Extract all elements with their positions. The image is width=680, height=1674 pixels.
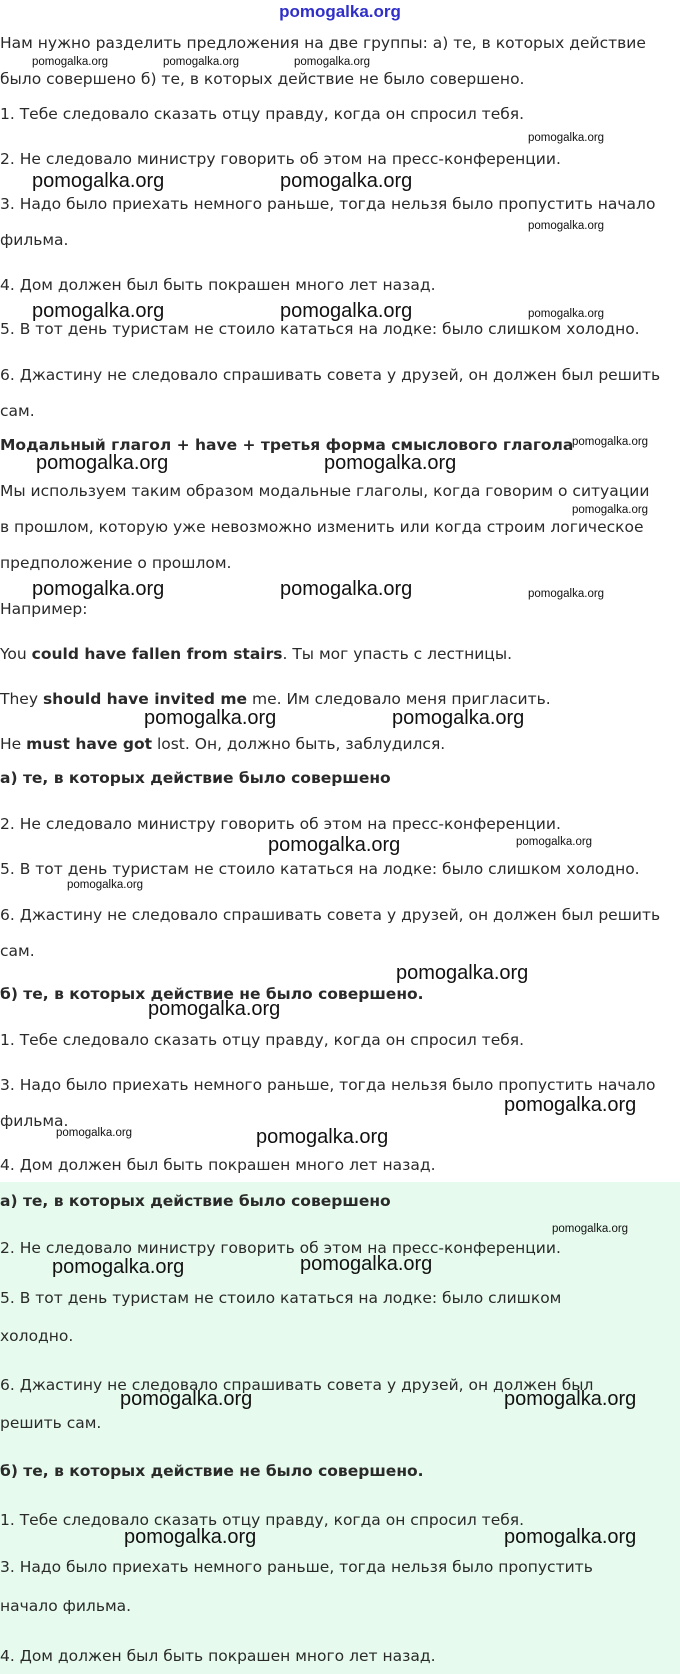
watermark: pomogalka.org [516, 836, 593, 848]
watermark: pomogalka.org [32, 578, 165, 600]
answer-sentence-2: 2. Не следовало министру говорить об этом на пресс-конференции. [0, 1239, 561, 1257]
watermark: pomogalka.org [52, 1256, 185, 1278]
answer-sentence-6-line-2: решить сам. [0, 1414, 102, 1432]
watermark: pomogalka.org [572, 436, 649, 448]
watermark: pomogalka.org [32, 300, 165, 322]
group-b-sentence-1: 1. Тебе следовало сказать отцу правду, когда он спросил тебя. [0, 1031, 525, 1049]
answer-sentence-3-line-2: начало фильма. [0, 1597, 132, 1615]
answer-sentence-4: 4. Дом должен был быть покрашен много лет назад. [0, 1647, 436, 1665]
example-label: Например: [0, 600, 88, 618]
watermark: pomogalka.org [268, 834, 401, 856]
group-a-sentence-6-line-2: сам. [0, 942, 35, 960]
answer-sentence-3-line-1: 3. Надо было приехать немного раньше, тогда нельзя было пропустить [0, 1558, 593, 1576]
sentence-4: 4. Дом должен был быть покрашен много лет назад. [0, 276, 436, 294]
watermark: pomogalka.org [256, 1126, 389, 1148]
example-2: They should have invited me me. Им следовало меня пригласить. [0, 690, 551, 708]
group-b-sentence-3-line-1: 3. Надо было приехать немного раньше, тогда нельзя было пропустить начало [0, 1076, 656, 1094]
intro-line-1: Нам нужно разделить предложения на две группы: а) те, в которых действие [0, 34, 646, 52]
watermark: pomogalka.org [572, 504, 649, 516]
watermark: pomogalka.org [300, 1253, 433, 1275]
sentence-6-line-1: 6. Джастину не следовало спрашивать совета у друзей, он должен был решить [0, 366, 661, 384]
example-3: He must have got lost. Он, должно быть, заблудился. [0, 735, 446, 753]
watermark: pomogalka.org [32, 56, 109, 68]
group-b-title: б) те, в которых действие не было совершено. [0, 985, 424, 1003]
group-a-sentence-2: 2. Не следовало министру говорить об этом на пресс-конференции. [0, 815, 561, 833]
watermark: pomogalka.org [280, 300, 413, 322]
answer-sentence-1: 1. Тебе следовало сказать отцу правду, когда он спросил тебя. [0, 1511, 525, 1529]
watermark: pomogalka.org [294, 56, 371, 68]
answer-b-title: б) те, в которых действие не было совершено. [0, 1462, 424, 1480]
watermark: pomogalka.org [528, 588, 605, 600]
watermark: pomogalka.org [36, 452, 169, 474]
watermark: pomogalka.org [67, 879, 144, 891]
watermark: pomogalka.org [504, 1094, 637, 1116]
watermark: pomogalka.org [392, 707, 525, 729]
answer-a-title: а) те, в которых действие было совершено [0, 1192, 391, 1210]
watermark: pomogalka.org [32, 170, 165, 192]
watermark: pomogalka.org [280, 578, 413, 600]
theory-heading: Модальный глагол + have + третья форма смыслового глагола [0, 436, 574, 454]
sentence-2: 2. Не следовало министру говорить об этом на пресс-конференции. [0, 150, 561, 168]
theory-paragraph-line-3: предположение о прошлом. [0, 554, 232, 572]
sentence-6-line-2: сам. [0, 402, 35, 420]
watermark: pomogalka.org [528, 132, 605, 144]
group-b-sentence-3-line-2: фильма. [0, 1112, 69, 1130]
watermark: pomogalka.org [148, 998, 281, 1020]
intro-line-2: было совершено б) те, в которых действие не было совершено. [0, 70, 525, 88]
theory-paragraph-line-1: Мы используем таким образом модальные глаголы, когда говорим о ситуации [0, 482, 650, 500]
group-a-sentence-6-line-1: 6. Джастину не следовало спрашивать совета у друзей, он должен был решить [0, 906, 661, 924]
theory-paragraph-line-2: в прошлом, которую уже невозможно изменить или когда строим логическое [0, 518, 644, 536]
watermark: pomogalka.org [552, 1223, 629, 1235]
watermark: pomogalka.org [280, 170, 413, 192]
watermark: pomogalka.org [528, 308, 605, 320]
answer-sentence-5-line-1: 5. В тот день туристам не стоило кататься на лодке: было слишком [0, 1289, 562, 1307]
answer-sentence-6-line-1: 6. Джастину не следовало спрашивать совета у друзей, он должен был [0, 1376, 594, 1394]
sentence-5: 5. В тот день туристам не стоило кататься на лодке: было слишком холодно. [0, 320, 640, 338]
watermark: pomogalka.org [163, 56, 240, 68]
group-a-title: а) те, в которых действие было совершено [0, 769, 391, 787]
watermark: pomogalka.org [324, 452, 457, 474]
watermark: pomogalka.org [396, 962, 529, 984]
watermark: pomogalka.org [56, 1127, 133, 1139]
example-1: You could have fallen from stairs. Ты мог упасть с лестницы. [0, 645, 513, 663]
sentence-3-line-2: фильма. [0, 231, 69, 249]
site-header-link[interactable]: pomogalka.org [279, 2, 401, 21]
answer-sentence-5-line-2: холодно. [0, 1327, 74, 1345]
watermark: pomogalka.org [124, 1526, 257, 1548]
watermark: pomogalka.org [144, 707, 277, 729]
watermark: pomogalka.org [504, 1526, 637, 1548]
watermark: pomogalka.org [528, 220, 605, 232]
watermark: pomogalka.org [120, 1388, 253, 1410]
watermark: pomogalka.org [504, 1388, 637, 1410]
sentence-1: 1. Тебе следовало сказать отцу правду, когда он спросил тебя. [0, 105, 525, 123]
group-a-sentence-5: 5. В тот день туристам не стоило кататься на лодке: было слишком холодно. [0, 860, 640, 878]
sentence-3-line-1: 3. Надо было приехать немного раньше, тогда нельзя было пропустить начало [0, 195, 656, 213]
group-b-sentence-4: 4. Дом должен был быть покрашен много лет назад. [0, 1156, 436, 1174]
